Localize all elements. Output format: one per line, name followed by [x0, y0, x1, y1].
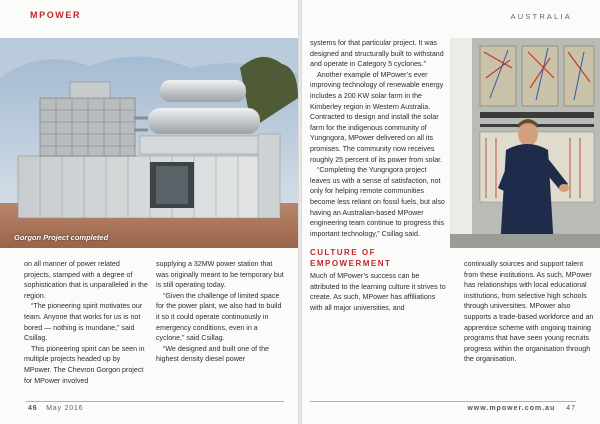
paragraph: This pioneering spirit can be seen in multiple projects headed up by MPower. The Chevron Gorgon project for MPower involved	[24, 344, 145, 385]
issue-date: May 2016	[46, 405, 84, 412]
paragraph: “We designed and built one of the highest density diesel power	[156, 344, 269, 364]
right-page	[302, 0, 600, 424]
power-station-photo	[0, 38, 298, 248]
photo-caption: Gorgon Project completed	[14, 233, 109, 242]
left-page-column-2	[156, 259, 284, 365]
right-footer	[467, 405, 576, 412]
paragraph: systems for that particular project. It was designed and structurally built to withstand and operate in Category 5 cyclones.”	[310, 39, 444, 69]
right-page-column-2	[464, 259, 596, 365]
paragraph: “Given the challenge of limited space for the power plant, we also had to build it so it could operate continuously in emergency conditions, even in a cyclone,” said Csillag.	[156, 291, 282, 343]
website-link[interactable]: www.mpower.com.au	[467, 405, 556, 412]
paragraph: Much of MPower’s success can be attributed to the learning culture it strives to create. As such, MPower has affiliations with all major universities, and	[310, 272, 446, 313]
paragraph: on all manner of power related projects, stamped with a degree of sophistication that is unparalleled in the region.	[24, 260, 148, 300]
page-number: 46	[28, 405, 38, 412]
paragraph: supplying a 32MW power station that was originally meant to be temporary but is still operating today.	[156, 260, 284, 290]
left-footer	[28, 405, 83, 412]
footer-rule	[26, 401, 284, 402]
region-label: AUSTRALIA	[510, 12, 572, 21]
right-page-column-1	[310, 38, 446, 314]
paragraph: Another example of MPower’s ever improving technology of renewable energy includes a 200 KW solar farm in the Kimberley region in Western Australia. Contracted to design and install the solar farm for the indigenous community of Yungngora, MPower delivered on all its promises. The community now receives roughly 25 percent of its power from solar.	[310, 70, 444, 164]
left-page	[0, 0, 298, 424]
footer-rule	[310, 401, 576, 402]
paragraph: “Completing the Yungngora project leaves us with a sense of satisfaction, not only for helping remote communities become less reliant on fossil fuels, but also having an Australian-based MPower engineering team continue to progress this important technology,” Csillag said.	[310, 166, 445, 238]
power-station-illustration	[0, 38, 298, 248]
page-number: 47	[566, 405, 576, 412]
brand-logo-text: MPOWER	[30, 10, 82, 20]
paragraph: continually sources and support talent from these institutions. As such, MPower has relationships with local educational institutions, from selective high schools through universities. MPower also supports a trade-based workforce and an apprentice scheme with ongoing training programs that have seen young recruits progress within the organisation through the organisation.	[464, 260, 594, 364]
engineer-at-switchboard-illustration	[450, 38, 600, 248]
left-page-column-1	[24, 259, 148, 386]
engineer-photo	[450, 38, 600, 248]
paragraph: “The pioneering spirit motivates our team. Anyone that works for us is not bored — nothing is mundane,” said Csillag.	[24, 302, 143, 343]
section-heading: CULTURE OF EMPOWERMENT	[310, 248, 392, 269]
